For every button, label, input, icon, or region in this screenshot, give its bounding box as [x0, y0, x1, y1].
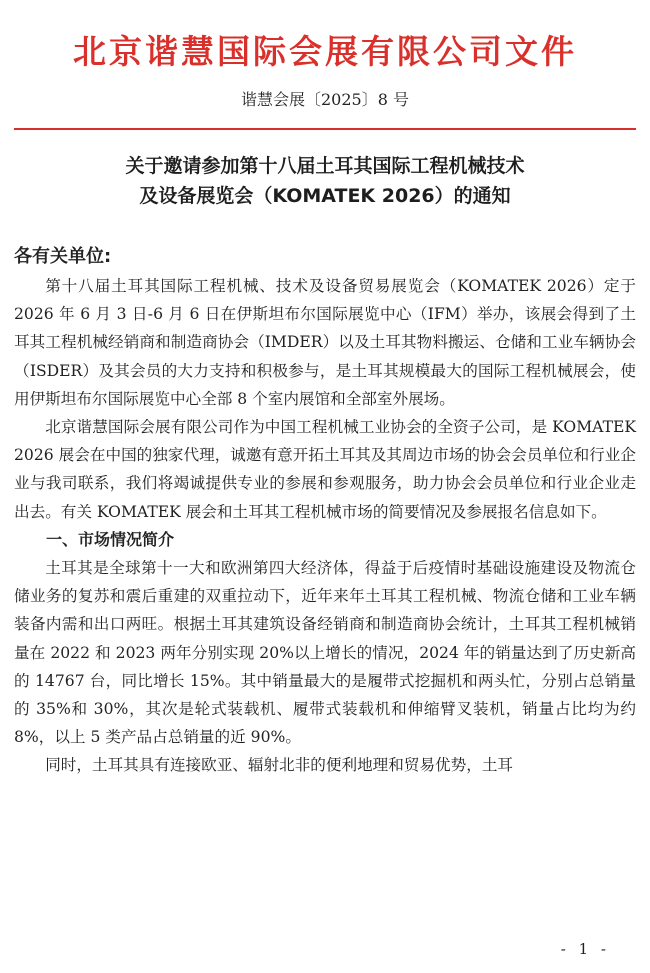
page-number: - 1 - [560, 940, 610, 958]
notice-title [0, 151, 650, 211]
body-text [14, 272, 636, 780]
doc-number: 谐慧会展〔2025〕8 号 [241, 90, 409, 109]
paragraph-agency: 北京谐慧国际会展有限公司作为中国工程机械工业协会的全资子公司，是 KOMATEK 2026 展会在中国的独家代理，诚邀有意开拓土耳其及其周边市场的协会会员单位和行业企业与我司联系，我们将竭诚提供专业的参展和参观服务，助力协会会员单位和行业企业走出去。有关 KOMATEK 展会和土耳其工程机械市场的简要情况及参展报名信息如下。 [14, 418, 636, 521]
notice-title-line-1: 关于邀请参加第十八届土耳其国际工程机械技术 [125, 155, 525, 177]
paragraph-market: 土耳其是全球第十一大和欧洲第四大经济体，得益于后疫情时基础设施建设及物流仓储业务的复苏和震后重建的双重拉动下，近年来年土耳其工程机械、物流仓储和工业车辆装备内需和出口两旺。根据土耳其建筑设备经销商和制造商协会统计，土耳其工程机械销量在 2022 和 2023 两年分别实现 20%以上增长的情况，2024 年的销量达到了历史新高的 14767 台，同比增长 15%。其中销量最大的是履带式挖掘机和两头忙，分别占总销量的 35%和 30%，其次是轮式装载机、履带式装载机和伸缩臂叉装机，销量占比均为约 8%，以上 5 类产品占总销量的近 90%。 [14, 559, 636, 747]
header-divider [14, 128, 636, 130]
paragraph-geography: 同时，土耳其具有连接欧亚、辐射北非的便利地理和贸易优势，土耳 [45, 756, 514, 775]
notice-title-line-2: 及设备展览会（KOMATEK 2026）的通知 [139, 185, 511, 207]
paragraph-intro: 第十八届土耳其国际工程机械、技术及设备贸易展览会（KOMATEK 2026）定于 2026 年 6 月 3 日-6 月 6 日在伊斯坦布尔国际展览中心（IFM）举办，该展会得到了土耳其工程机械经销商和制造商协会（IMDER）以及土耳其物料搬运、仓储和工业车辆协会（ISDER）及其会员的大力支持和积极参与，是土耳其规模最大的国际工程机械展会，使用伊斯坦布尔国际展览中心全部 8 个室内展馆和全部室外展场。 [14, 277, 636, 408]
section-heading-market: 一、市场情况简介 [46, 529, 175, 549]
salutation: 各有关单位: [14, 246, 112, 267]
org-title: 北京谐慧国际会展有限公司文件 [73, 32, 577, 71]
